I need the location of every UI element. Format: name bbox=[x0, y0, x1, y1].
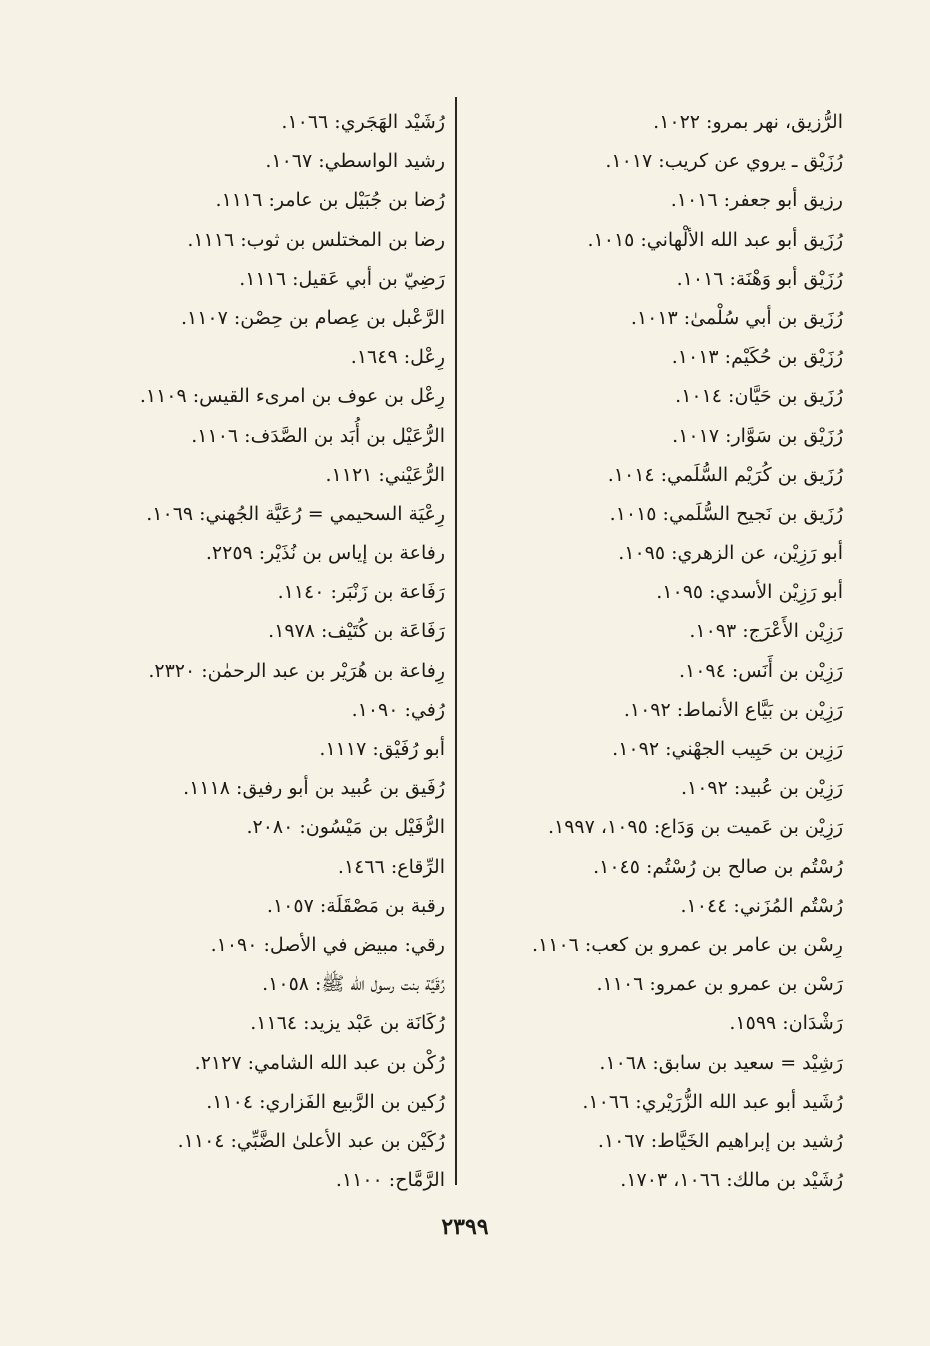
index-entry: رُكين بن الرَّبيع الفَزاري: ١١٠٤. bbox=[206, 1090, 445, 1113]
index-entry: رِعْل: ١٦٤٩. bbox=[350, 346, 445, 369]
column-divider bbox=[455, 97, 457, 1185]
index-entry: رُزَيْق بن سَوَّار: ١٠١٧. bbox=[672, 424, 843, 447]
index-entry: رقبة بن مَصْقَلَة: ١٠٥٧. bbox=[266, 894, 445, 917]
index-entry: رَزِيْن بن عَميت بن وَدَاع: ١٠٩٥، ١٩٩٧. bbox=[547, 816, 843, 839]
index-entry: رُشيد بن إبراهيم الخَيَّاط: ١٠٦٧. bbox=[597, 1129, 843, 1152]
index-entry: الرَّعْبل بن عِصام بن حِصْن: ١١٠٧. bbox=[180, 306, 445, 329]
index-entry: رُسْتُم بن صالح بن رُسْتُم: ١٠٤٥. bbox=[593, 855, 843, 878]
page-number: ٢٣٩٩ bbox=[441, 1214, 489, 1240]
index-entry: الرُّعَيْل بن أُبَد بن الصَّدَف: ١١٠٦. bbox=[191, 424, 445, 447]
index-entry: الرُّزيق، نهر بمرو: ١٠٢٢. bbox=[653, 111, 843, 133]
index-entry: رُشَيد أبو عبد الله الزُّرَيْري: ١٠٦٦. bbox=[582, 1090, 843, 1113]
index-entry: رشيد الواسطي: ١٠٦٧. bbox=[265, 150, 445, 173]
index-entry: رَزِيْن بن أَنَس: ١٠٩٤. bbox=[678, 659, 843, 682]
index-entry: رَشِيْد = سعيد بن سابق: ١٠٦٨. bbox=[599, 1051, 843, 1074]
index-entry: رُزَيق بن أبي سُلْمىٰ: ١٠١٣. bbox=[630, 306, 843, 329]
index-entry: رُكَانَة بن عَبْد يزيد: ١١٦٤. bbox=[250, 1012, 445, 1035]
index-entry: رِعْيَة السحيمي = رُعَيَّة الجُهني: ١٠٦٩. bbox=[146, 502, 445, 525]
index-entry: رُزَيْق ـ يروي عن كريب: ١٠١٧. bbox=[605, 150, 843, 173]
index-entry: رقي: مبيض في الأصل: ١٠٩٠. bbox=[210, 933, 445, 956]
index-entry: رُفَيق بن عُبيد بن أبو رفيق: ١١١٨. bbox=[183, 777, 445, 800]
index-entry: رُكَيْن بن عبد الأعلىٰ الضَّبِّي: ١١٠٤. bbox=[177, 1129, 445, 1152]
index-entry: رُضا بن جُبَيْل بن عامر: ١١١٦. bbox=[215, 189, 445, 212]
index-entry: الرُّفَيْل بن مَيْسُون: ٢٠٨٠. bbox=[246, 816, 445, 839]
index-entry: رِفاعة بن هُرَيْر بن عبد الرحمٰن: ٢٣٢٠. bbox=[148, 659, 445, 682]
index-entry: الرِّقاع: ١٤٦٦. bbox=[337, 855, 445, 878]
index-entry: رُزَيق بن كُرَيْم السُّلَمي: ١٠١٤. bbox=[607, 463, 843, 486]
index-column-left bbox=[80, 103, 445, 1200]
index-entry: رُزَيق بن حَيَّان: ١٠١٤. bbox=[675, 385, 843, 408]
index-entry: رُشَيْد الهَجَري: ١٠٦٦. bbox=[281, 111, 445, 133]
index-entry: رَفَاعة بن زَنْبَر: ١١٤٠. bbox=[277, 581, 445, 604]
index-entry: رُزَيق بن نَجيح السُّلَمي: ١٠١٥. bbox=[609, 502, 843, 525]
index-entry: رَزِيْن بن عُبيد: ١٠٩٢. bbox=[680, 777, 843, 800]
index-entry: رَزِيْن الأَعْرَج: ١٠٩٣. bbox=[689, 620, 843, 643]
index-entry: أبو رُفَيْق: ١١١٧. bbox=[319, 738, 445, 760]
index-entry: أبو رَزِيْن الأسدي: ١٠٩٥. bbox=[656, 581, 843, 604]
index-entry: رُزَيْق بن حُكَيْم: ١٠١٣. bbox=[671, 346, 843, 369]
index-entry: رَشْدَان: ١٥٩٩. bbox=[729, 1012, 843, 1035]
index-entry: رَفَاعَة بن كُتَيْف: ١٩٧٨. bbox=[268, 620, 445, 643]
index-entry: رِعْل بن عوف بن امرىء القيس: ١١٠٩. bbox=[139, 385, 445, 408]
index-entry: رَضِيّ بن أبي عَقيل: ١١١٦. bbox=[239, 267, 445, 290]
index-entry: رُكْن بن عبد الله الشامي: ٢١٢٧. bbox=[194, 1051, 445, 1074]
index-entry: الرَّمَّاح: ١١٠٠. bbox=[335, 1169, 445, 1192]
index-entry: رفاعة بن إياس بن نُذَيْر: ٢٢٥٩. bbox=[205, 542, 445, 565]
index-entry: رِسْن بن عامر بن عمرو بن كعب: ١١٠٦. bbox=[531, 933, 843, 956]
index-entry: رزيق أبو جعفر: ١٠١٦. bbox=[670, 189, 843, 212]
index-entry: الرُّعَيْني: ١١٢١. bbox=[325, 463, 445, 486]
index-entry: رُزَيق أبو عبد الله الألْهاني: ١٠١٥. bbox=[587, 228, 843, 251]
index-entry: رَزِين بن حَبِيب الجهْني: ١٠٩٢. bbox=[612, 738, 843, 760]
index-entry: رُسْتُم المُزَني: ١٠٤٤. bbox=[680, 894, 843, 917]
index-entry: رضا بن المختلس بن ثوب: ١١١٦. bbox=[187, 228, 445, 251]
index-column-right bbox=[468, 103, 843, 1200]
index-entry: رُزَيْق أبو وَهْنَة: ١٠١٦. bbox=[676, 267, 843, 290]
index-entry: رُشَيْد بن مالك: ١٠٦٦، ١٧٠٣. bbox=[620, 1169, 843, 1192]
index-entry: رُفي: ١٠٩٠. bbox=[351, 698, 445, 721]
index-entry: رَسْن بن عمرو بن عمرو: ١١٠٦. bbox=[596, 973, 843, 996]
index-entry: رُقَيَّة بنت رسول الله ﷺ: ١٠٥٨. bbox=[262, 973, 445, 996]
index-entry: أبو رَزِيْن، عن الزهري: ١٠٩٥. bbox=[618, 542, 843, 565]
index-entry: رَزِيْن بن بَيَّاع الأنماط: ١٠٩٢. bbox=[623, 698, 843, 721]
